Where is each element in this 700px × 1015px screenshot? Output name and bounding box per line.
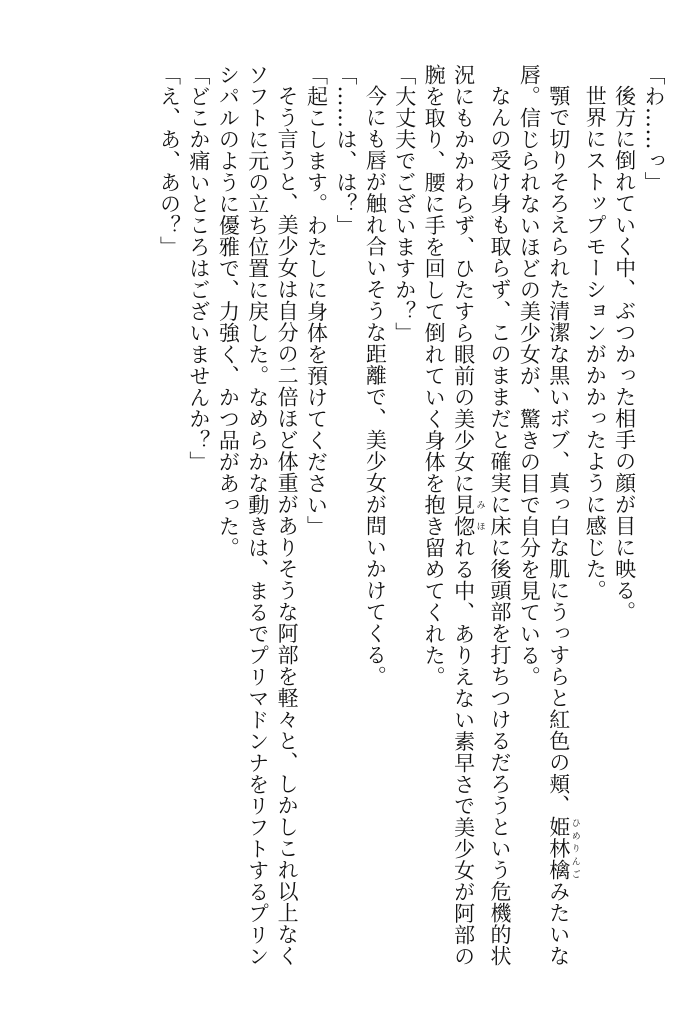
text-line: 「起こします。わたしに身体を預けてください」	[304, 64, 329, 537]
text-line: 腕を取り、腰に手を回して倒れていく身体を抱き留めてくれた。	[422, 64, 447, 688]
text-line: 「どこか痛いところはございませんか？」	[186, 64, 211, 473]
text-segment: 況にもかかわらず、ひたすら眼前の美少女に	[451, 64, 476, 494]
text-segment: 顎で切りそろえられた清潔な黒いボブ、真っ白な肌にうっすらと紅色の頬、	[546, 85, 571, 816]
ruby-word	[451, 494, 485, 537]
text-line: 唇。信じられないほどの美少女が、驚きの目で自分を見ている。	[517, 64, 542, 688]
text-line: 「わ……っ」	[642, 64, 666, 193]
ruby-reading: みほ	[474, 494, 485, 537]
text-line	[543, 64, 580, 967]
text-line: なんの受け身も取らず、このままだと確実に床に後頭部を打ちつけるだろうという危機的状	[487, 85, 512, 967]
ruby-base: 見惚	[451, 494, 476, 537]
ruby-base: 姫林檎	[546, 816, 571, 881]
text-line: 「え、あ、あの？」	[157, 64, 182, 258]
ruby-reading: ひめりんご	[569, 816, 580, 881]
text-line: シパルのように優雅で、力強く、かつ品があった。	[216, 64, 241, 559]
ruby-word	[546, 816, 580, 881]
text-segment: れる中、ありえない素早さで美少女が阿部の	[451, 537, 476, 967]
text-line: そう言うと、美少女は自分の二倍ほど体重がありそうな阿部を軽々と、しかしこれ以上なく	[275, 85, 300, 967]
text-line	[448, 64, 485, 967]
text-line: 「大丈夫でございますか？」	[392, 64, 417, 344]
text-line: ソフトに元の立ち位置に戻した。なめらかな動きは、まるでプリマドンナをリフトするプリン	[245, 64, 270, 967]
text-line: 「……は、は？」	[333, 64, 358, 236]
text-line: 後方に倒れていく中、ぶつかった相手の顔が目に映る。	[612, 85, 637, 623]
text-line: 今にも唇が触れ合いそうな距離で、美少女が問いかけてくる。	[363, 85, 388, 687]
text-line: 世界にストップモーションがかかったように感じた。	[583, 85, 608, 601]
text-segment: みたいな	[546, 880, 571, 967]
vertical-text-block	[154, 64, 668, 967]
